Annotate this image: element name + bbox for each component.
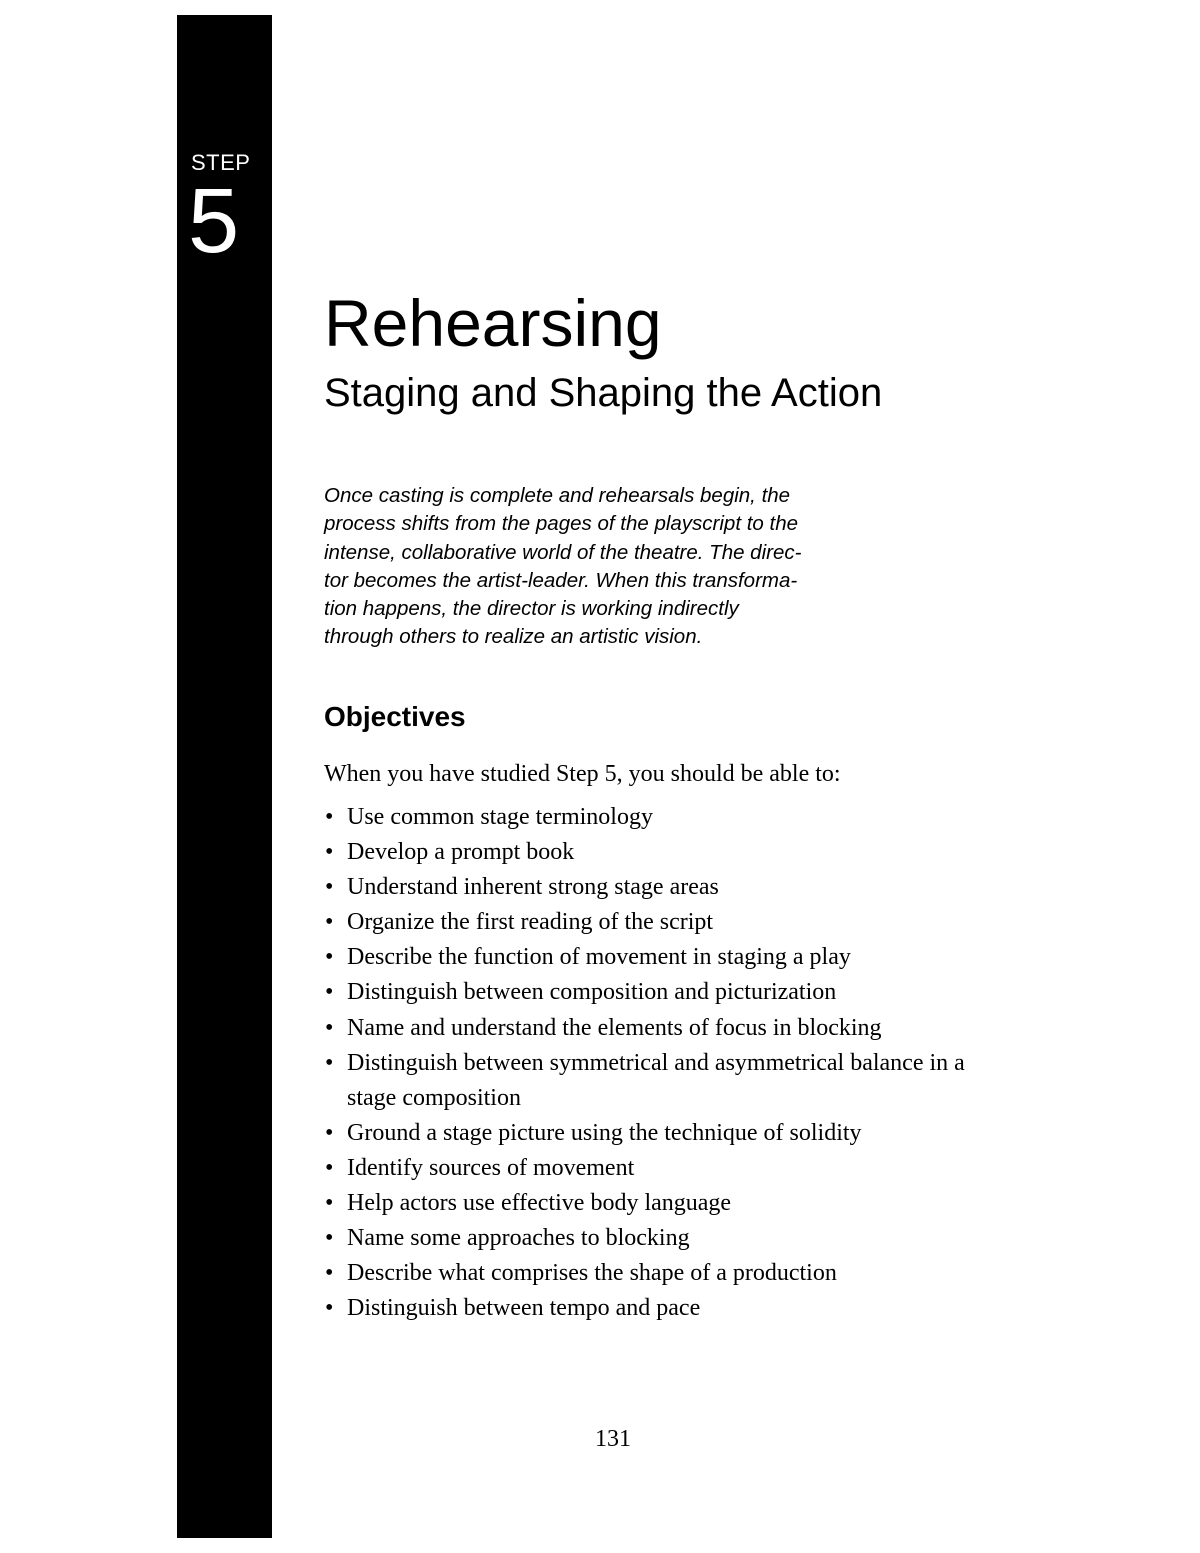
objective-item: • Distinguish between composition and picturization: [324, 975, 1004, 1010]
intro-line: tion happens, the director is working indirectly: [324, 597, 739, 621]
intro-line: Once casting is complete and rehearsals begin, the: [324, 484, 791, 507]
chapter-title: Rehearsing: [324, 286, 662, 360]
objective-item: • Describe what comprises the shape of a production: [324, 1256, 1004, 1291]
objective-item: • Distinguish between symmetrical and asymmetrical balance in a stage composition: [324, 1046, 1004, 1116]
objective-item: • Distinguish between tempo and pace: [324, 1291, 1004, 1326]
intro-line: tor becomes the artist-leader. When this transforma-: [324, 568, 798, 592]
objective-item: • Understand inherent strong stage areas: [324, 870, 1004, 905]
objectives-list: [324, 800, 1004, 1326]
intro-line: intense, collaborative world of the theatre. The direc-: [324, 540, 802, 564]
objective-item: • Use common stage terminology: [324, 800, 1004, 835]
chapter-subtitle: Staging and Shaping the Action: [324, 371, 883, 415]
step-label: STEP: [191, 150, 251, 175]
objective-item: • Identify sources of movement: [324, 1151, 1004, 1186]
intro-paragraph: [324, 482, 801, 652]
objective-item: • Name and understand the elements of focus in blocking: [324, 1011, 1004, 1046]
step-sidebar: [177, 15, 272, 1538]
objective-item: • Ground a stage picture using the technique of solidity: [324, 1116, 1004, 1151]
objectives-heading: Objectives: [324, 701, 466, 732]
intro-line: process shifts from the pages of the playscript to the: [324, 512, 799, 536]
intro-line: through others to realize an artistic vision.: [324, 625, 703, 649]
objective-item: • Describe the function of movement in staging a play: [324, 940, 1004, 975]
objective-item: • Name some approaches to blocking: [324, 1221, 1004, 1256]
step-number: 5: [188, 170, 240, 272]
objectives-lead: When you have studied Step 5, you should be able to:: [324, 761, 841, 787]
objective-item: • Develop a prompt book: [324, 835, 1004, 870]
page-number: 131: [595, 1426, 631, 1452]
objective-item: • Organize the first reading of the script: [324, 905, 1004, 940]
objective-item: • Help actors use effective body language: [324, 1186, 1004, 1221]
